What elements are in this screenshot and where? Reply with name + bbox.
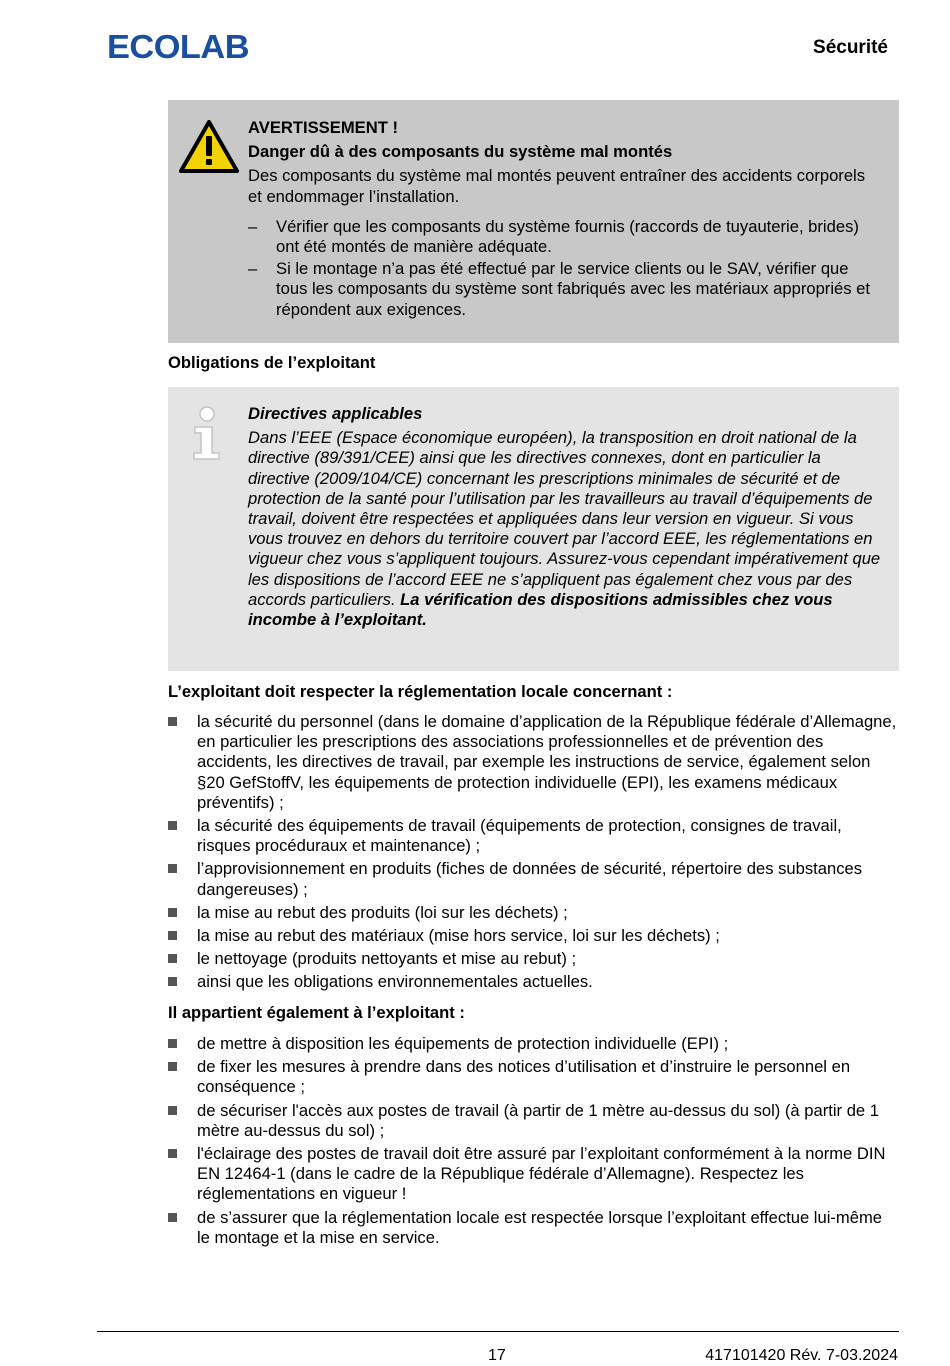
info-content — [248, 404, 883, 630]
footer-divider — [97, 1331, 899, 1332]
section-title: Sécurité — [813, 37, 888, 58]
list-item: de mettre à disposition les équipements de protection individuelle (EPI) ; — [168, 1034, 898, 1054]
ecolab-logo-graphic — [107, 30, 255, 62]
info-body-text: Dans l’EEE (Espace économique européen), la transposition en droit national de la directive (89/391/CEE) ainsi que les directives connexes, dont en particulier la directive (2009/104/CE) concernant les prescriptions minimales de sécurité et de protection de la santé pour l’utilisation par les travailleurs au travail d’équipements de travail, doivent être respectées et appliquées dans leur version en vigueur. Si vous vous trouvez en dehors du territoire couvert par l’accord EEE, les réglementations en vigueur chez vous s’appliquent toujours. Assurez-vous cependant impérativement que les dispositions de l’accord EEE ne s’appliquent pas également chez vous par des accords particuliers. — [248, 428, 881, 609]
list-item: ainsi que les obligations environnementales actuelles. — [168, 972, 898, 992]
warning-actions-list — [248, 217, 883, 320]
local-regulations-heading: L’exploitant doit respecter la réglementation locale concernant : — [168, 682, 673, 701]
info-icon — [190, 405, 224, 466]
list-item: la sécurité du personnel (dans le domaine d’application de la République fédérale d’Allemagne, en particulier les prescriptions des associations professionnelles et de prévention des accidents, les directives de travail, par exemple les instructions de service, également selon §20 GefStoffV, les équipements de protection individuelle (EPI), les examens médicaux préventifs) ; — [168, 712, 898, 813]
local-regulations-list — [168, 712, 898, 996]
info-title: Directives applicables — [248, 404, 423, 423]
warning-label: AVERTISSEMENT ! — [248, 118, 398, 137]
list-item: la sécurité des équipements de travail (équipements de protection, consignes de travail, risques procéduraux et maintenance) ; — [168, 816, 898, 856]
warning-content — [248, 118, 883, 322]
list-item: de s’assurer que la réglementation locale est respectée lorsque l’exploitant effectue lui-même le montage et la mise en service. — [168, 1208, 898, 1248]
warning-triangle-icon — [178, 119, 240, 180]
warning-title: Danger dû à des composants du système mal montés — [248, 142, 673, 162]
list-item: l’approvisionnement en produits (fiches de données de sécurité, répertoire des substances dangereuses) ; — [168, 859, 898, 899]
list-item: de fixer les mesures à prendre dans des notices d’utilisation et d’instruire le personnel en conséquence ; — [168, 1057, 898, 1097]
svg-text:ECOLAB: ECOLAB — [107, 30, 249, 62]
ecolab-logo — [107, 30, 255, 62]
list-item: la mise au rebut des produits (loi sur les déchets) ; — [168, 903, 898, 923]
warning-box — [168, 100, 899, 343]
operator-duties-heading: Il appartient également à l’exploitant : — [168, 1003, 465, 1022]
page-number: 17 — [488, 1347, 506, 1364]
list-item: la mise au rebut des matériaux (mise hors service, loi sur les déchets) ; — [168, 926, 898, 946]
info-body-emphasis: La vérification des dispositions admissibles chez vous incombe à l’exploitant. — [248, 589, 833, 630]
info-box — [168, 387, 899, 671]
list-item: l'éclairage des postes de travail doit être assuré par l’exploitant conformément à la norme DIN EN 12464-1 (dans le cadre de la République fédérale d’Allemagne). Respectez les réglementations en vigueur ! — [168, 1144, 898, 1205]
warning-body: Des composants du système mal montés peuvent entraîner des accidents corporels et endommager l’installation. — [248, 166, 866, 206]
list-item: – Vérifier que les composants du système fournis (raccords de tuyauterie, brides) ont été montés de manière adéquate. — [248, 217, 883, 257]
list-item: – Si le montage n’a pas été effectué par le service clients ou le SAV, vérifier que tous les composants du système sont fabriqués avec les matériaux appropriés et répondent aux exigences. — [248, 259, 883, 320]
list-item: de sécuriser l'accès aux postes de travail (à partir de 1 mètre au-dessus du sol) (à partir de 1 mètre au-dessus du sol) ; — [168, 1101, 898, 1141]
document-reference: 417101420 Rév. 7-03.2024 — [705, 1347, 898, 1364]
obligations-heading: Obligations de l’exploitant — [168, 353, 376, 372]
operator-duties-list — [168, 1034, 898, 1251]
info-body — [248, 428, 883, 630]
list-item: le nettoyage (produits nettoyants et mise au rebut) ; — [168, 949, 898, 969]
